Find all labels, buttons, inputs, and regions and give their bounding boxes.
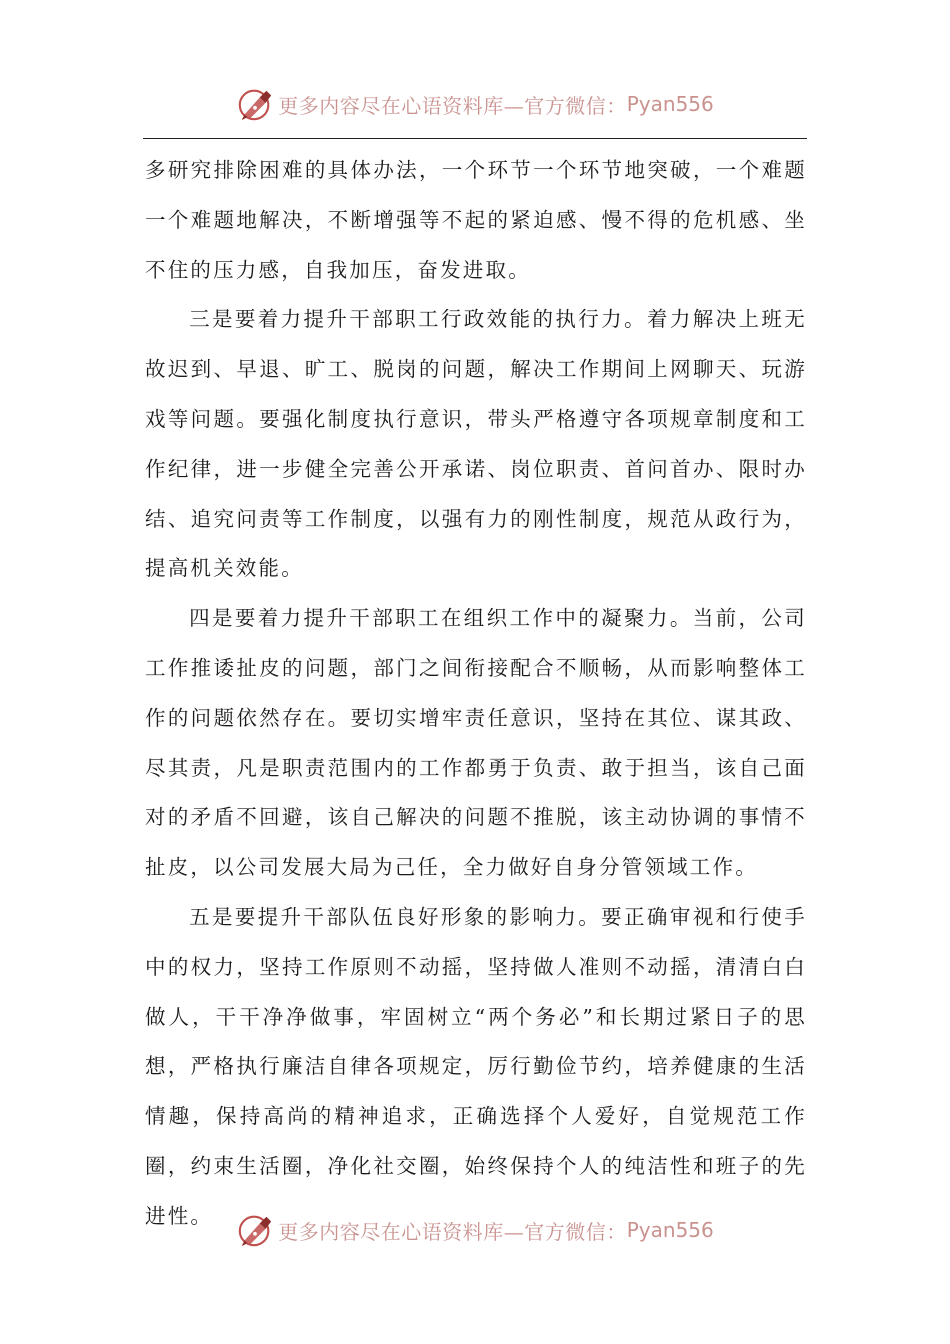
header-wechat-handle: Pyan556 xyxy=(626,92,714,116)
paragraph-five: 五是要提升干部队伍良好形象的影响力。要正确审视和行使手中的权力，坚持工作原则不动摇，坚持做人准则不动摇，清清白白做人，干干净净做事，牢固树立“两个务必”和长期过紧日子的思想，严格执行廉洁自律各项规定，厉行勤俭节约，培养健康的生活情趣，保持高尚的精神追求，正确选择个人爱好，自觉规范工作圈，约束生活圈，净化社交圈，始终保持个人的纯洁性和班子的先进性。 xyxy=(145,904,807,1228)
document-body xyxy=(145,146,807,1242)
header-banner-text: 更多内容尽在心语资料库—官方微信： xyxy=(278,93,627,118)
paragraph-continuation: 多研究排除困难的具体办法，一个环节一个环节地突破，一个难题一个难题地解决，不断增强等不起的紧迫感、慢不得的危机感、坐不住的压力感，自我加压，奋发进取。 xyxy=(145,158,807,282)
header-banner xyxy=(0,84,950,124)
paragraph-three: 三是要着力提升干部职工行政效能的执行力。着力解决上班无故迟到、早退、旷工、脱岗的问题，解决工作期间上网聊天、玩游戏等问题。要强化制度执行意识，带头严格遵守各项规章制度和工作纪律，进一步健全完善公开承诺、岗位职责、首问首办、限时办结、追究问责等工作制度，以强有力的刚性制度，规范从政行为，提高机关效能。 xyxy=(145,307,807,581)
pen-nib-logo-icon xyxy=(236,85,274,123)
footer-banner-text: 更多内容尽在心语资料库—官方微信： xyxy=(278,1219,627,1244)
pen-nib-logo-icon xyxy=(236,1211,274,1249)
header-divider xyxy=(143,138,807,139)
footer-wechat-handle: Pyan556 xyxy=(626,1218,714,1242)
paragraph-four: 四是要着力提升干部职工在组织工作中的凝聚力。当前，公司工作推诿扯皮的问题，部门之间衔接配合不顺畅，从而影响整体工作的问题依然存在。要切实增牢责任意识，坚持在其位、谋其政、尽其责，凡是职责范围内的工作都勇于负责、敢于担当，该自己面对的矛盾不回避，该自己解决的问题不推脱，该主动协调的事情不扯皮，以公司发展大局为己任，全力做好自身分管领域工作。 xyxy=(145,606,807,880)
footer-banner xyxy=(0,1210,950,1250)
